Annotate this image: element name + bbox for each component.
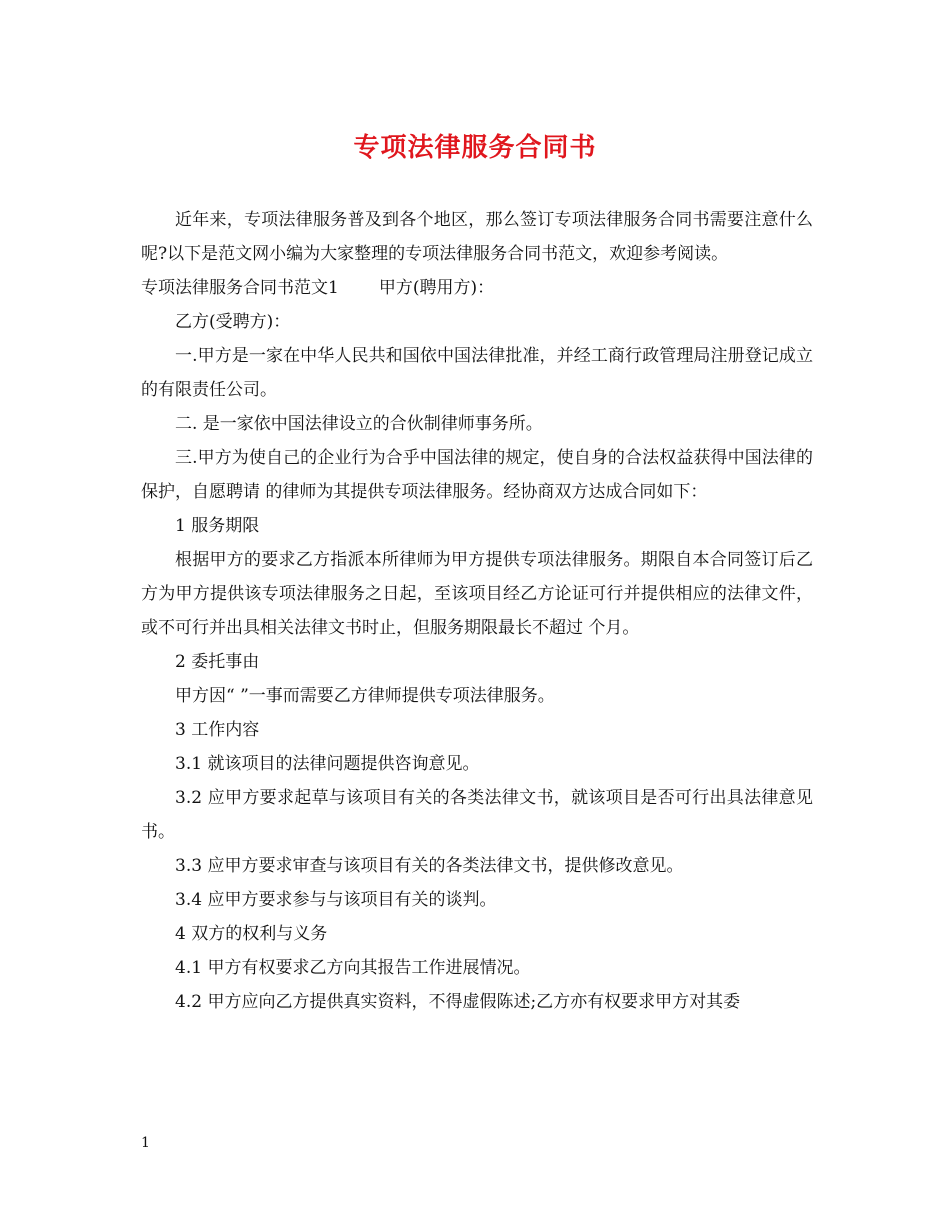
item-3-4: 3.4 应甲方要求参与与该项目有关的谈判。: [175, 890, 497, 910]
item-4-2: 4.2 甲方应向乙方提供真实资料，不得虚假陈述;乙方亦有权要求甲方对其委: [175, 992, 741, 1012]
section-3-title: 3 工作内容: [175, 720, 260, 740]
sample-heading-line: [141, 271, 813, 305]
section-2-title: 2 委托事由: [175, 652, 260, 672]
document-title: 专项法律服务合同书: [353, 133, 597, 163]
sample-heading: 专项法律服务合同书范文1: [141, 278, 339, 298]
section-1-text: 根据甲方的要求乙方指派本所律师为甲方提供专项法律服务。期限自本合同签订后乙方为甲方提供该专项法律服务之日起，至该项目经乙方论证可行并提供相应的法律文件，或不可行并出具相关法律文书时止，但服务期限最长不超过 个月。: [141, 550, 813, 638]
clause-1: 一.甲方是一家在中华人民共和国依中国法律批准，并经工商行政管理局注册登记成立的有限责任公司。: [141, 346, 813, 400]
item-4-1: 4.1 甲方有权要求乙方向其报告工作进展情况。: [175, 958, 531, 978]
clause-2: 二. 是一家依中国法律设立的合伙制律师事务所。: [175, 414, 543, 434]
page-number: 1: [141, 1135, 150, 1151]
section-4-title: 4 双方的权利与义务: [175, 924, 328, 944]
section-2-text: 甲方因“ ”一事而需要乙方律师提供专项法律服务。: [175, 686, 555, 706]
item-3-1: 3.1 就该项目的法律问题提供咨询意见。: [175, 754, 480, 774]
document-body: [141, 203, 813, 1019]
party-a-label: 甲方(聘用方)：: [378, 278, 495, 298]
intro-paragraph: 近年来，专项法律服务普及到各个地区，那么签订专项法律服务合同书需要注意什么呢?以下是范文网小编为大家整理的专项法律服务合同书范文，欢迎参考阅读。: [141, 210, 813, 264]
party-b-label: 乙方(受聘方)：: [175, 312, 291, 332]
item-3-3: 3.3 应甲方要求审查与该项目有关的各类法律文书，提供修改意见。: [175, 856, 684, 876]
clause-3: 三.甲方为使自己的企业行为合乎中国法律的规定，使自身的合法权益获得中国法律的保护，自愿聘请 的律师为其提供专项法律服务。经协商双方达成合同如下：: [141, 448, 813, 502]
section-1-title: 1 服务期限: [175, 516, 260, 536]
item-3-2: 3.2 应甲方要求起草与该项目有关的各类法律文书，就该项目是否可行出具法律意见书。: [141, 788, 813, 842]
